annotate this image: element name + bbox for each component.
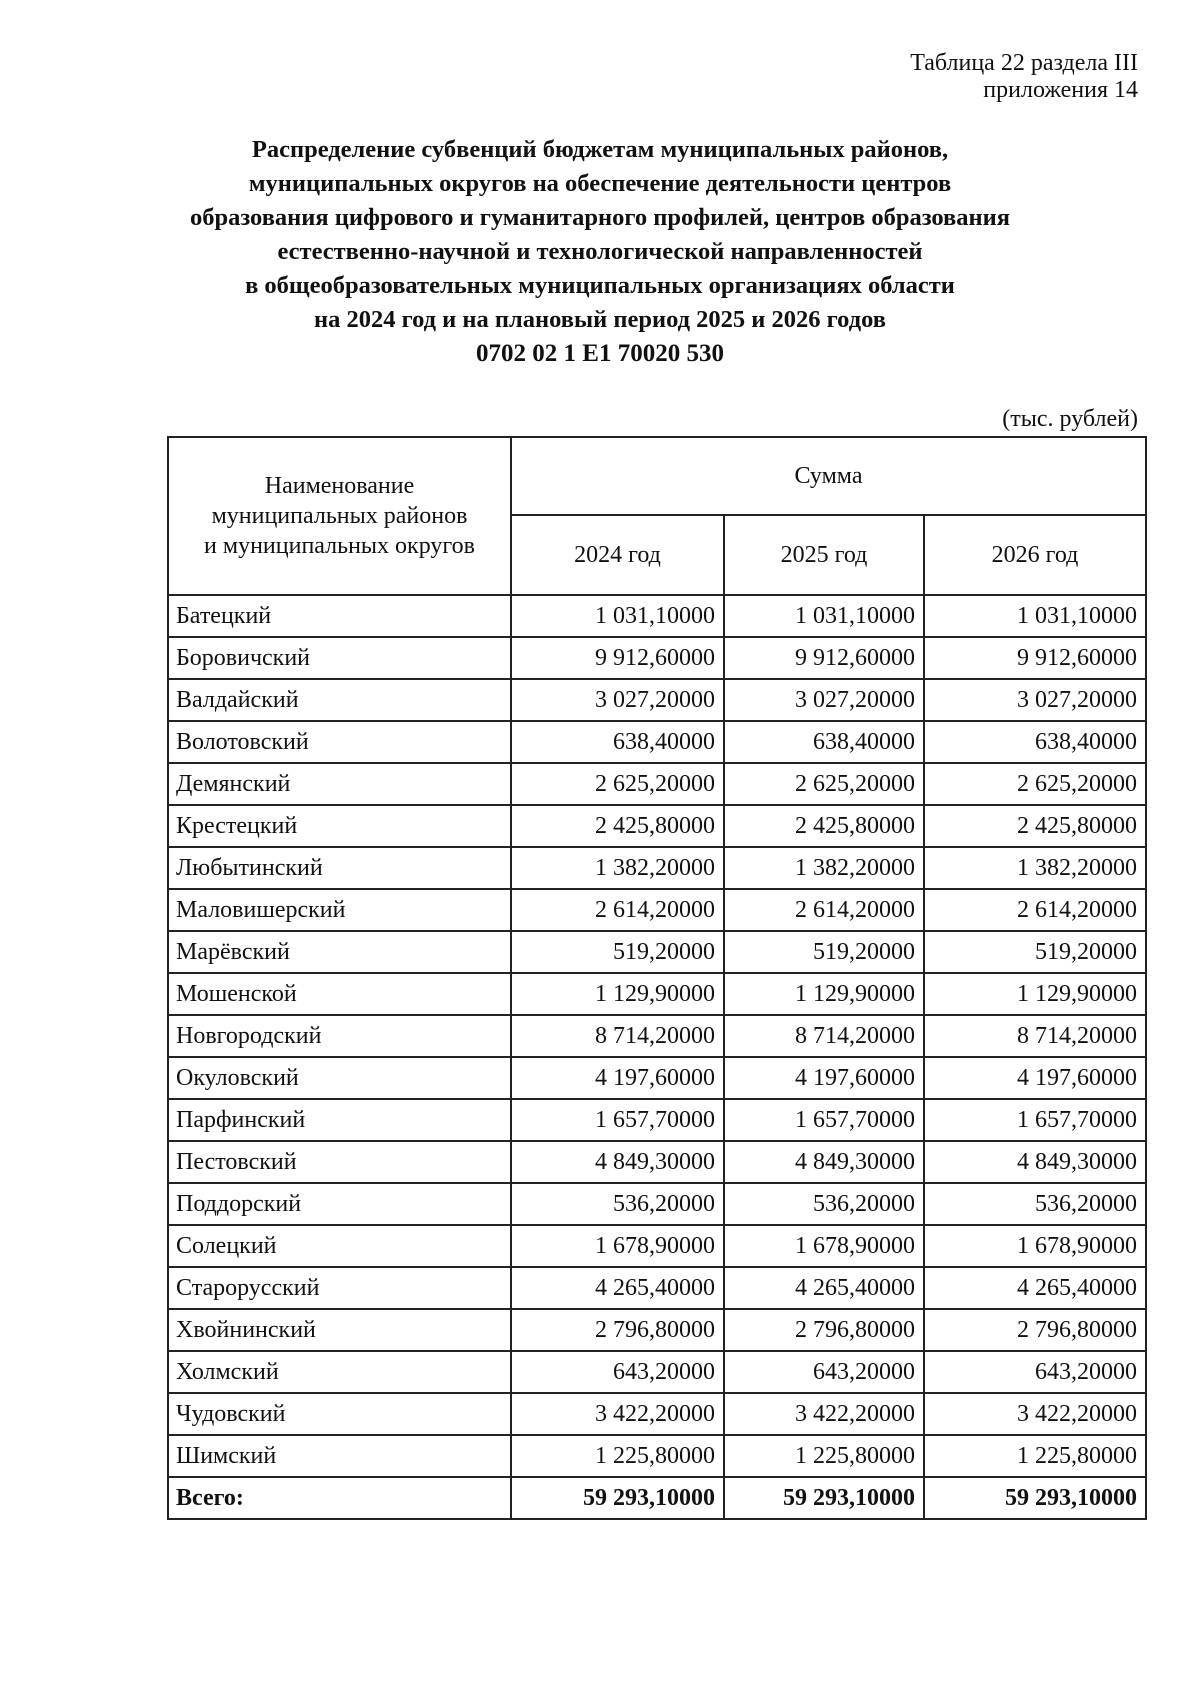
- district-name-cell: Новгородский: [168, 1015, 511, 1057]
- district-name-cell: Маловишерский: [168, 889, 511, 931]
- value-2025-cell: 4 265,40000: [724, 1267, 924, 1309]
- name-header-line: муниципальных районов: [211, 503, 468, 529]
- value-2026-cell: 2 625,20000: [924, 763, 1146, 805]
- name-column-header: [168, 437, 511, 595]
- table-reference-line: Таблица 22 раздела III: [910, 50, 1138, 76]
- value-2024-cell: 9 912,60000: [511, 637, 724, 679]
- value-2026-cell: 2 796,80000: [924, 1309, 1146, 1351]
- value-2025-cell: 2 614,20000: [724, 889, 924, 931]
- table-row: [168, 721, 1146, 763]
- value-2025-cell: 1 031,10000: [724, 595, 924, 637]
- value-2025-cell: 9 912,60000: [724, 637, 924, 679]
- table-row: [168, 1225, 1146, 1267]
- district-name-cell: Марёвский: [168, 931, 511, 973]
- unit-label: (тыс. рублей): [1002, 406, 1138, 432]
- value-2024-cell: 2 796,80000: [511, 1309, 724, 1351]
- value-2024-cell: 8 714,20000: [511, 1015, 724, 1057]
- value-2025-cell: 643,20000: [724, 1351, 924, 1393]
- district-name-cell: Поддорский: [168, 1183, 511, 1225]
- table-row: [168, 679, 1146, 721]
- value-2026-cell: 4 849,30000: [924, 1141, 1146, 1183]
- value-2024-cell: 2 625,20000: [511, 763, 724, 805]
- value-2026-cell: 1 678,90000: [924, 1225, 1146, 1267]
- value-2024-cell: 3 027,20000: [511, 679, 724, 721]
- value-2024-cell: 4 197,60000: [511, 1057, 724, 1099]
- title-line: в общеобразовательных муниципальных организациях области: [245, 272, 955, 299]
- table-row: [168, 805, 1146, 847]
- district-name-cell: Пестовский: [168, 1141, 511, 1183]
- table-row: [168, 889, 1146, 931]
- table-body: [168, 595, 1146, 1519]
- value-2025-cell: 4 849,30000: [724, 1141, 924, 1183]
- value-2026-cell: 3 027,20000: [924, 679, 1146, 721]
- value-2024-cell: 1 678,90000: [511, 1225, 724, 1267]
- value-2026-cell: 519,20000: [924, 931, 1146, 973]
- value-2025-cell: 536,20000: [724, 1183, 924, 1225]
- value-2024-cell: 519,20000: [511, 931, 724, 973]
- table-reference: [910, 50, 1138, 104]
- value-2026-cell: 638,40000: [924, 721, 1146, 763]
- value-2025-cell: 1 129,90000: [724, 973, 924, 1015]
- table-row: [168, 1099, 1146, 1141]
- district-name-cell: Боровичский: [168, 637, 511, 679]
- value-2025-cell: 1 657,70000: [724, 1099, 924, 1141]
- district-name-cell: Шимский: [168, 1435, 511, 1477]
- value-2025-cell: 2 796,80000: [724, 1309, 924, 1351]
- title-line: Распределение субвенций бюджетам муниципальных районов,: [251, 136, 949, 163]
- table-row: [168, 1351, 1146, 1393]
- value-2025-cell: 1 678,90000: [724, 1225, 924, 1267]
- title-line: естественно-научной и технологической направленностей: [277, 238, 923, 265]
- value-2024-cell: 536,20000: [511, 1183, 724, 1225]
- district-name-cell: Мошенской: [168, 973, 511, 1015]
- total-row: [168, 1477, 1146, 1519]
- table-row: [168, 1435, 1146, 1477]
- title-line: образования цифрового и гуманитарного профилей, центров образования: [189, 204, 1011, 231]
- table-header-row: [168, 437, 1146, 515]
- year-header-2024: 2024 год: [511, 515, 724, 595]
- distribution-table: [167, 436, 1147, 1520]
- value-2024-cell: 1 382,20000: [511, 847, 724, 889]
- table-row: [168, 847, 1146, 889]
- table-row: [168, 1015, 1146, 1057]
- value-2025-cell: 1 382,20000: [724, 847, 924, 889]
- value-2024-cell: 4 265,40000: [511, 1267, 724, 1309]
- table-reference-line: приложения 14: [983, 77, 1138, 103]
- value-2026-cell: 4 265,40000: [924, 1267, 1146, 1309]
- district-name-cell: Солецкий: [168, 1225, 511, 1267]
- value-2026-cell: 536,20000: [924, 1183, 1146, 1225]
- value-2024-cell: 1 657,70000: [511, 1099, 724, 1141]
- value-2025-cell: 4 197,60000: [724, 1057, 924, 1099]
- name-header-line: Наименование: [264, 473, 415, 499]
- value-2024-cell: 59 293,10000: [511, 1477, 724, 1519]
- value-2024-cell: 2 614,20000: [511, 889, 724, 931]
- value-2024-cell: 1 225,80000: [511, 1435, 724, 1477]
- table-row: [168, 763, 1146, 805]
- table-row: [168, 1057, 1146, 1099]
- table-row: [168, 1183, 1146, 1225]
- value-2025-cell: 1 225,80000: [724, 1435, 924, 1477]
- district-name-cell: Крестецкий: [168, 805, 511, 847]
- value-2025-cell: 3 422,20000: [724, 1393, 924, 1435]
- budget-code: 0702 02 1 E1 70020 530: [476, 340, 724, 367]
- district-name-cell: Холмский: [168, 1351, 511, 1393]
- table-row: [168, 1267, 1146, 1309]
- table-row: [168, 973, 1146, 1015]
- value-2025-cell: 3 027,20000: [724, 679, 924, 721]
- value-2025-cell: 638,40000: [724, 721, 924, 763]
- value-2026-cell: 1 225,80000: [924, 1435, 1146, 1477]
- table-row: [168, 931, 1146, 973]
- district-name-cell: Хвойнинский: [168, 1309, 511, 1351]
- value-2024-cell: 638,40000: [511, 721, 724, 763]
- document-title: [100, 133, 1100, 337]
- value-2026-cell: 2 614,20000: [924, 889, 1146, 931]
- value-2026-cell: 1 382,20000: [924, 847, 1146, 889]
- value-2025-cell: 8 714,20000: [724, 1015, 924, 1057]
- sum-column-header: Сумма: [511, 437, 1146, 515]
- name-header-line: и муниципальных округов: [204, 533, 475, 559]
- year-header-2026: 2026 год: [924, 515, 1146, 595]
- value-2024-cell: 1 129,90000: [511, 973, 724, 1015]
- table-row: [168, 1141, 1146, 1183]
- district-name-cell: Волотовский: [168, 721, 511, 763]
- value-2026-cell: 1 129,90000: [924, 973, 1146, 1015]
- value-2026-cell: 8 714,20000: [924, 1015, 1146, 1057]
- value-2025-cell: 2 625,20000: [724, 763, 924, 805]
- value-2026-cell: 1 031,10000: [924, 595, 1146, 637]
- title-line: на 2024 год и на плановый период 2025 и 2026 годов: [313, 306, 886, 333]
- value-2024-cell: 3 422,20000: [511, 1393, 724, 1435]
- district-name-cell: Валдайский: [168, 679, 511, 721]
- value-2026-cell: 643,20000: [924, 1351, 1146, 1393]
- value-2026-cell: 59 293,10000: [924, 1477, 1146, 1519]
- value-2026-cell: 1 657,70000: [924, 1099, 1146, 1141]
- value-2025-cell: 59 293,10000: [724, 1477, 924, 1519]
- district-name-cell: Демянский: [168, 763, 511, 805]
- district-name-cell: Любытинский: [168, 847, 511, 889]
- district-name-cell: Батецкий: [168, 595, 511, 637]
- table-row: [168, 1393, 1146, 1435]
- district-name-cell: Окуловский: [168, 1057, 511, 1099]
- district-name-cell: Всего:: [168, 1477, 511, 1519]
- table-row: [168, 595, 1146, 637]
- table-row: [168, 637, 1146, 679]
- year-header-2025: 2025 год: [724, 515, 924, 595]
- title-line: муниципальных округов на обеспечение деятельности центров: [248, 170, 952, 197]
- value-2025-cell: 519,20000: [724, 931, 924, 973]
- district-name-cell: Парфинский: [168, 1099, 511, 1141]
- value-2024-cell: 643,20000: [511, 1351, 724, 1393]
- district-name-cell: Старорусский: [168, 1267, 511, 1309]
- value-2024-cell: 2 425,80000: [511, 805, 724, 847]
- table-row: [168, 1309, 1146, 1351]
- district-name-cell: Чудовский: [168, 1393, 511, 1435]
- value-2026-cell: 4 197,60000: [924, 1057, 1146, 1099]
- value-2026-cell: 3 422,20000: [924, 1393, 1146, 1435]
- value-2024-cell: 1 031,10000: [511, 595, 724, 637]
- value-2026-cell: 9 912,60000: [924, 637, 1146, 679]
- value-2025-cell: 2 425,80000: [724, 805, 924, 847]
- value-2024-cell: 4 849,30000: [511, 1141, 724, 1183]
- value-2026-cell: 2 425,80000: [924, 805, 1146, 847]
